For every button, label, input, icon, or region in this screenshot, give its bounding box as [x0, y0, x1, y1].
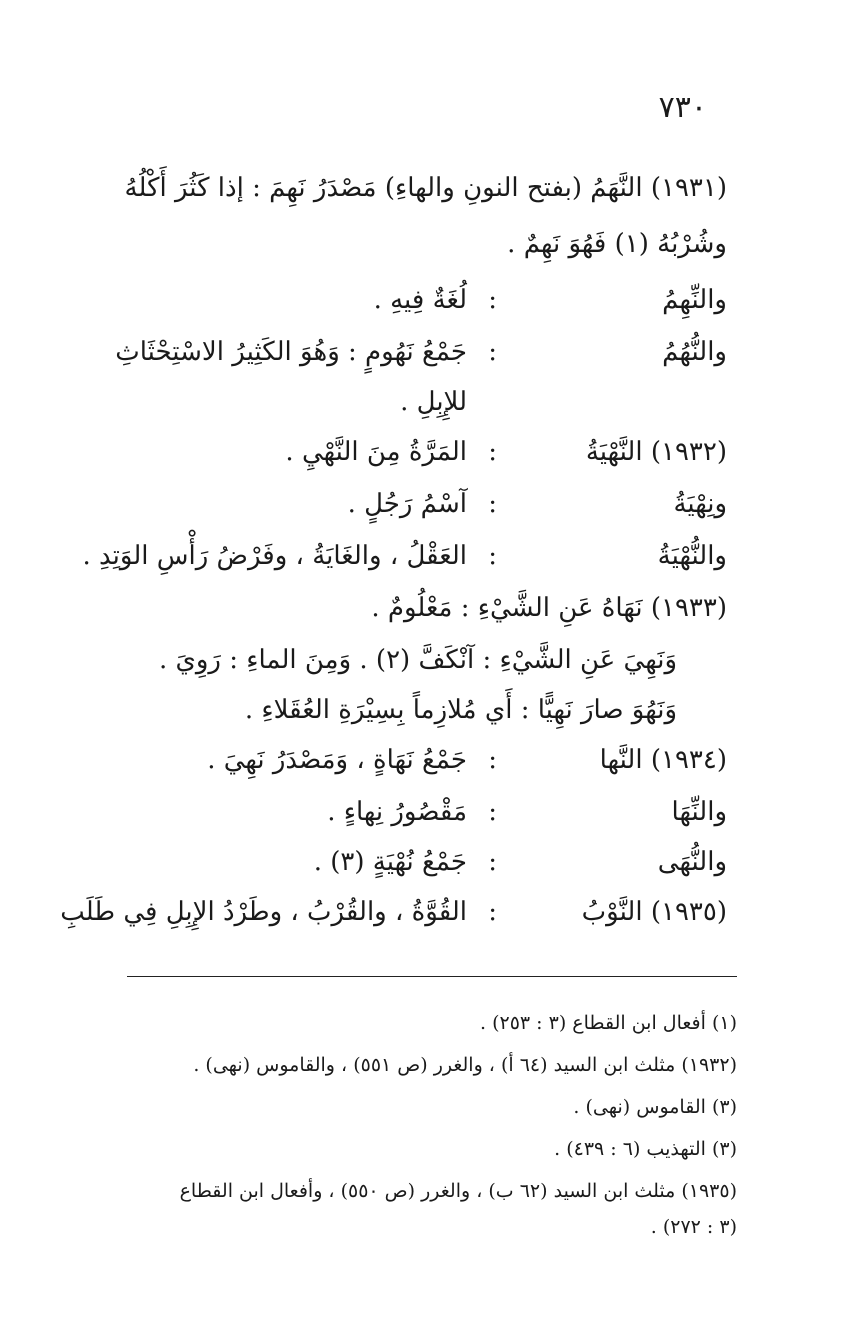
page-number: ٧٣٠: [658, 90, 707, 125]
entry-1933-line1: (١٩٣٣) نَهَاهُ عَنِ الشَّيْءِ : مَعْلُومٌ .: [371, 593, 727, 623]
footnote-3b: (٣) التهذيب (٦ : ٤٣٩) .: [554, 1138, 737, 1160]
definition: مَقْصُورُ نِهاءٍ .: [327, 797, 467, 827]
separator-colon: :: [488, 541, 497, 571]
headword: (١٩٣٢) النَّهْيَةُ: [585, 437, 727, 467]
definition: العَقْلُ ، والغَايَةُ ، وفَرْضُ رَأْسِ الوَتِدِ .: [82, 541, 467, 571]
entry-1931-row2-continued: للإِبِلِ .: [400, 387, 467, 417]
headword: والنُّهْيَةُ: [657, 541, 727, 571]
separator-colon: :: [488, 437, 497, 467]
entry-1933-line3: وَنَهُوَ صارَ نَهِيًّا : أَي مُلازِماً بِسِيْرَةِ العُقَلاءِ .: [244, 695, 677, 725]
separator-colon: :: [488, 489, 497, 519]
entry-1931-line2: وشُرْبُهُ (١) فَهُوَ نَهِمٌ .: [507, 229, 727, 259]
entry-1934-row2: [0, 792, 867, 832]
definition: المَرَّةُ مِنَ النَّهْيِ .: [285, 437, 467, 467]
headword: والنِّهِمُ: [662, 285, 727, 315]
headword: (١٩٣٤) النَّها: [599, 745, 727, 775]
definition: جَمْعُ نُهْيَةٍ (٣) .: [313, 847, 467, 877]
definition: جَمْعُ نَهُومٍ : وَهُوَ الكَثِيرُ الاسْتِحْثَاثِ: [115, 337, 467, 367]
footnote-divider: [127, 976, 737, 977]
footnote-1935: (١٩٣٥) مثلث ابن السيد (٦٢ ب) ، والغرر (ص ٥٥٠) ، وأفعال ابن القطاع: [179, 1180, 737, 1202]
definition: آسْمُ رَجُلٍ .: [347, 489, 467, 519]
footnote-3a: (٣) القاموس (نهى) .: [573, 1096, 737, 1118]
headword: والنِّهَا: [671, 797, 727, 827]
separator-colon: :: [488, 745, 497, 775]
entry-1932-row3: [0, 536, 867, 576]
definition: القُوَّةُ ، والقُرْبُ ، وطَرْدُ الإِبِلِ فِي طَلَبِ: [60, 897, 467, 927]
headword: والنُّهُمُ: [662, 337, 727, 367]
separator-colon: :: [488, 285, 497, 315]
entry-1934-row3: [0, 842, 867, 882]
entry-1934-row1: [0, 740, 867, 780]
separator-colon: :: [488, 897, 497, 927]
separator-colon: :: [488, 337, 497, 367]
headword: (١٩٣٥) النَّوْبُ: [581, 897, 727, 927]
definition: لُغَةٌ فِيهِ .: [373, 285, 467, 315]
entry-1931-line1: (١٩٣١) النَّهَمُ (بفتح النونِ والهاءِ) مَصْدَرُ نَهِمَ : إذا كَثُرَ أَكْلُهُ: [124, 173, 727, 203]
separator-colon: :: [488, 847, 497, 877]
entry-1932-row2: [0, 484, 867, 524]
entry-1935-row1: [0, 892, 867, 932]
footnote-1932: (١٩٣٢) مثلث ابن السيد (٦٤ أ) ، والغرر (ص ٥٥١) ، والقاموس (نهى) .: [193, 1054, 737, 1076]
headword: والنُّهَى: [657, 847, 727, 877]
definition: جَمْعُ نَهَاةٍ ، وَمَصْدَرُ نَهِيَ .: [207, 745, 467, 775]
entry-1931-row2: [0, 332, 867, 372]
entry-1933-line2: وَنَهِيَ عَنِ الشَّيْءِ : آنْكَفَّ (٢) . وَمِنَ الماءِ : رَوِيَ .: [158, 645, 677, 675]
entry-1932-row1: [0, 432, 867, 472]
entry-1931-row1: [0, 280, 867, 320]
separator-colon: :: [488, 797, 497, 827]
footnote-1: (١) أفعال ابن القطاع (٣ : ٢٥٣) .: [480, 1012, 737, 1034]
headword: ونِهْيَةُ: [673, 489, 727, 519]
footnote-1935-continued: (٣ : ٢٧٢) .: [650, 1216, 737, 1238]
